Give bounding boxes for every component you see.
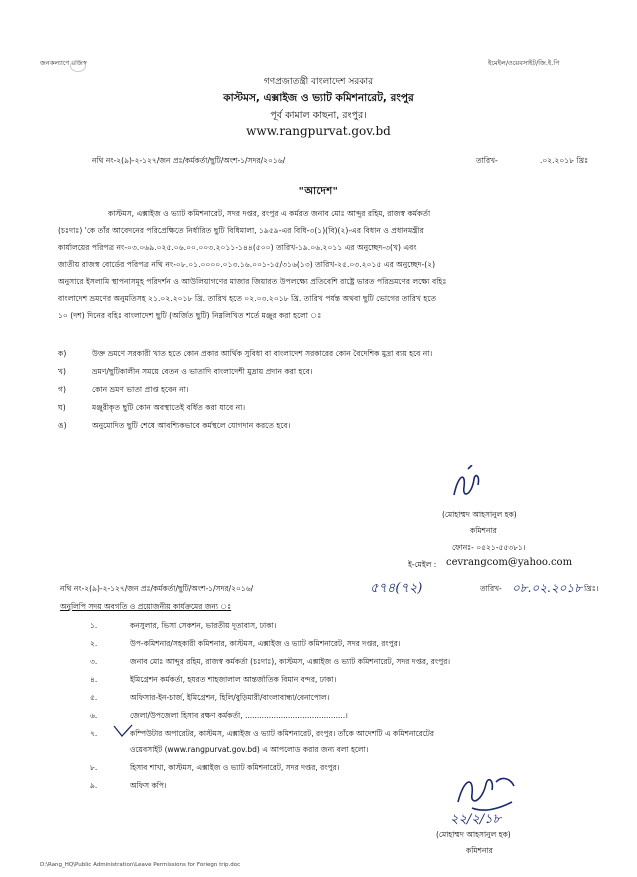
paragraph-line: জাতীয় রাজস্ব বোর্ডের পরিপত্র নথি নং-০৮.০১.০০০০.০১৩.১৬.০০১-১৫/৩১৬(১৩) তারিখ-২৫.০৩.২০১৫ এর অনুচ্ছেদ-(২) <box>58 260 436 269</box>
copy-marker: ৯. <box>90 781 98 790</box>
email-label: ই-মেইল : <box>408 560 437 569</box>
condition-text: ভ্রমণ/ছুটিকালীন সময়ে বেতন ও ভাতাদি বাংলাদেশী মুদ্রায় প্রদান করা হবে। <box>92 367 313 376</box>
signatory-name-2: (মোহাম্মদ আহসানুল হক) <box>436 830 511 839</box>
copy-heading: অনুলিপি সদয় অবগতি ও প্রয়োজনীয় কার্যক্রমের জন্য ঃ <box>60 602 232 611</box>
file-path-footer: D:\Rang_HQ\Public Administration\Leave Permissions for Foriegn trip.doc <box>40 862 241 868</box>
file-reference: নথি নং-২(৯)-২-১২৭/জন প্রঃ/কর্মকর্তা/ছুটি/অংশ-১/সদর/২০১৬/ <box>92 156 286 165</box>
copy-text: জনাব মোঃ আব্দুর রহিম, রাজস্ব কর্মকর্তা (চঃদাঃ), কাস্টমস, এক্সাইজ ও ভ্যাট কমিশনারেট, সদর দপ্তর, রংপুর। <box>130 657 451 666</box>
condition-item <box>58 346 432 363</box>
date-value: .০২.২০১৮ খ্রিঃ <box>540 156 589 165</box>
condition-item <box>58 400 245 417</box>
signature-scribble-2 <box>452 772 522 812</box>
office-name: কাস্টমস, এক্সাইজ ও ভ্যাট কমিশনারেট, রংপুর <box>223 92 414 104</box>
paragraph-line: অনুসারে ইসলামি স্থাপনাসমূহ পরিদর্শন ও আউলিয়াগণের মাজার জিয়ারত উপলক্ষ্যে প্রতিবেশি রাষ্ট্রে ভারত পরিভ্রমণের লক্ষ্যে বহিঃ <box>58 277 447 286</box>
copy-item <box>90 621 276 633</box>
copy-text: অফিসার-ইন-চার্জ, ইমিগ্রেশন, হিলি/বুড়িমারী/বাংলাবান্ধা/বেনাপোল। <box>130 693 330 702</box>
file-reference-copy: নথি নং-২(৯)-২-১২৭/জন প্রঃ/কর্মকর্তা/ছুটি/অংশ-১/সদর/২০১৬/ <box>60 584 254 593</box>
motto-text: জনকল্যাণে রাজস্ব <box>40 59 87 67</box>
copy-text: হিসাব শাখা, কাস্টমস, এক্সাইজ ও ভ্যাট কমিশনারেট, সদর দপ্তর, রংপুর। <box>130 763 340 772</box>
date-suffix: খ্রিঃ। <box>584 584 599 593</box>
copy-item <box>90 729 434 741</box>
copy-text: জেলা/উপজেলা হিসাব রক্ষণ কর্মকর্তা, ..........................................। <box>130 711 348 720</box>
condition-text: অনুমোদিত ছুটি শেষে আবশ্যিকভাবে কর্মস্থলে যোগদান করতে হবে। <box>92 421 291 430</box>
copy-marker: ৭. <box>90 729 98 738</box>
copy-marker: ১. <box>90 621 98 630</box>
handwritten-dispatch-number: ৫৭৪(৭২) <box>370 581 423 596</box>
condition-item <box>58 382 189 399</box>
copy-item <box>90 745 368 757</box>
date-label: তারিখ- <box>476 156 498 165</box>
signatory-designation: কমিশনার <box>470 526 497 535</box>
distribution-tag: ইমেইল/ওয়েবসাইট/জি.ই.পি <box>488 59 560 67</box>
copy-item <box>90 781 167 793</box>
copy-marker: ৩. <box>90 657 98 666</box>
paragraph-line: বাংলাদেশ ভ্রমণের অনুমতিসহ ২১.০২.২০১৮ খ্রি. তারিখ হতে ০২.০৩.২০১৮ খ্রি. তারিখ পর্যন্ত অথবা ছুটি ভোগের তারিখ হতে <box>58 294 437 303</box>
signatory-phone: ফোনঃ- ০৫২১-৫৫৩৮১। <box>452 543 526 552</box>
copy-text: অফিস কপি। <box>130 781 167 790</box>
copy-marker: ৫. <box>90 693 98 702</box>
paragraph-line: ১০ (দশ) দিনের বহিঃ বাংলাদেশ ছুটি (অর্জিত ছুটি) নিম্নলিখিত শর্তে মঞ্জুর করা হলো ঃ <box>58 311 322 320</box>
condition-marker: ক) <box>58 349 67 358</box>
office-website: www.rangpurvat.gov.bd <box>246 124 391 138</box>
signatory-designation-2: কমিশনার <box>466 846 493 855</box>
condition-text: মঞ্জুরীকৃত ছুটি কোন অবস্থাতেই বর্ধিত করা যাবে না। <box>92 403 246 412</box>
check-mark-icon <box>112 724 134 738</box>
copy-marker: ২. <box>90 639 98 648</box>
paragraph-line: কার্যালয়ের পরিপত্র নং-০৩.০৬৯.০২৫.০৬.০০.০০৩.২০১১-১৪৪(৫০০) তারিখ-১৯.০৬.২০১১ এর অনুচ্ছেদ-৩(খ) এবং <box>58 243 417 252</box>
faint-stamp-mark <box>70 60 86 72</box>
copy-text: কনসুলার, ভিসা সেকশন, ভারতীয় দূতাবাস, ঢাকা। <box>130 621 277 630</box>
copy-item <box>90 675 336 687</box>
copy-marker: ৬. <box>90 711 98 720</box>
copy-text: ওয়েবসাইট (www.rangpurvat.gov.bd) এ আপলোড করার জন্য বলা হলো। <box>130 745 369 754</box>
condition-item <box>58 364 313 381</box>
copy-item <box>90 639 401 651</box>
order-title: "আদেশ" <box>298 186 339 197</box>
handwritten-date: ০৮.০২.২০১৮ <box>512 581 583 595</box>
copy-text: ইমিগ্রেশন কর্মকর্তা, হযরত শাহজালাল আন্তর্জাতিক বিমান বন্দর, ঢাকা। <box>130 675 337 684</box>
copy-text: উপ-কমিশনার/সহকারী কমিশনার, কাস্টমস, এক্সাইজ ও ভ্যাট কমিশনারেট, সদর দপ্তর, রংপুর। <box>130 639 401 648</box>
condition-item <box>58 418 290 435</box>
copy-item <box>90 657 450 669</box>
copy-marker: ৮. <box>90 763 98 772</box>
government-name: গণপ্রজাতন্ত্রী বাংলাদেশ সরকার <box>263 77 374 87</box>
condition-marker: গ) <box>58 385 66 394</box>
copy-marker: ৪. <box>90 675 98 684</box>
office-address: পূর্ব কামাল কাছনা, রংপুর। <box>270 110 367 121</box>
copy-item <box>90 711 348 723</box>
condition-text: কোন ভ্রমণ ভাতা প্রাপ্ত হবেন না। <box>92 385 189 394</box>
condition-marker: ঘ) <box>58 403 66 412</box>
paragraph-line: (চঃদাঃ) 'কে তাঁর আবেদনের পরিপ্রেক্ষিতে নির্ধারিত ছুটি বিধিমালা, ১৯৫৯-এর বিধি-৩(১)(বি)(২)-এর বিধান ও প্রধানমন্ত্রীর <box>58 226 424 235</box>
condition-marker: ঙ) <box>58 421 67 430</box>
signatory-name: (মোহাম্মদ আহসানুল হক) <box>442 510 517 519</box>
condition-marker: খ) <box>58 367 66 376</box>
paragraph-line: কাস্টমস, এক্সাইজ ও ভ্যাট কমিশনারেট, সদর দপ্তর, রংপুর এ কর্মরত জনাব মোঃ আব্দুর রহিম, রাজস্ব কর্মকর্তা <box>108 209 431 218</box>
signature-scribble <box>448 465 488 507</box>
email-address: cevrangcom@yahoo.com <box>446 557 573 568</box>
copy-item <box>90 763 339 775</box>
date-label-copy: তারিখ- <box>480 584 502 593</box>
condition-text: উক্ত ভ্রমণে সরকারী খাত হতে কোন প্রকার আর্থিক সুবিধা বা বাংলাদেশ সরকারের কোন বৈদেশিক মুদ্রা ব্যয় হবে না। <box>92 349 433 358</box>
copy-text: কম্পিউটার অপারেটর, কাস্টমস, এক্সাইজ ও ভ্যাট কমিশনারেট, রংপুর। তাঁকে আদেশটি এ কমিশনারেটের <box>130 729 434 738</box>
handwritten-sign-date: ২২/২/১৮ <box>450 812 501 827</box>
copy-item <box>90 693 329 705</box>
